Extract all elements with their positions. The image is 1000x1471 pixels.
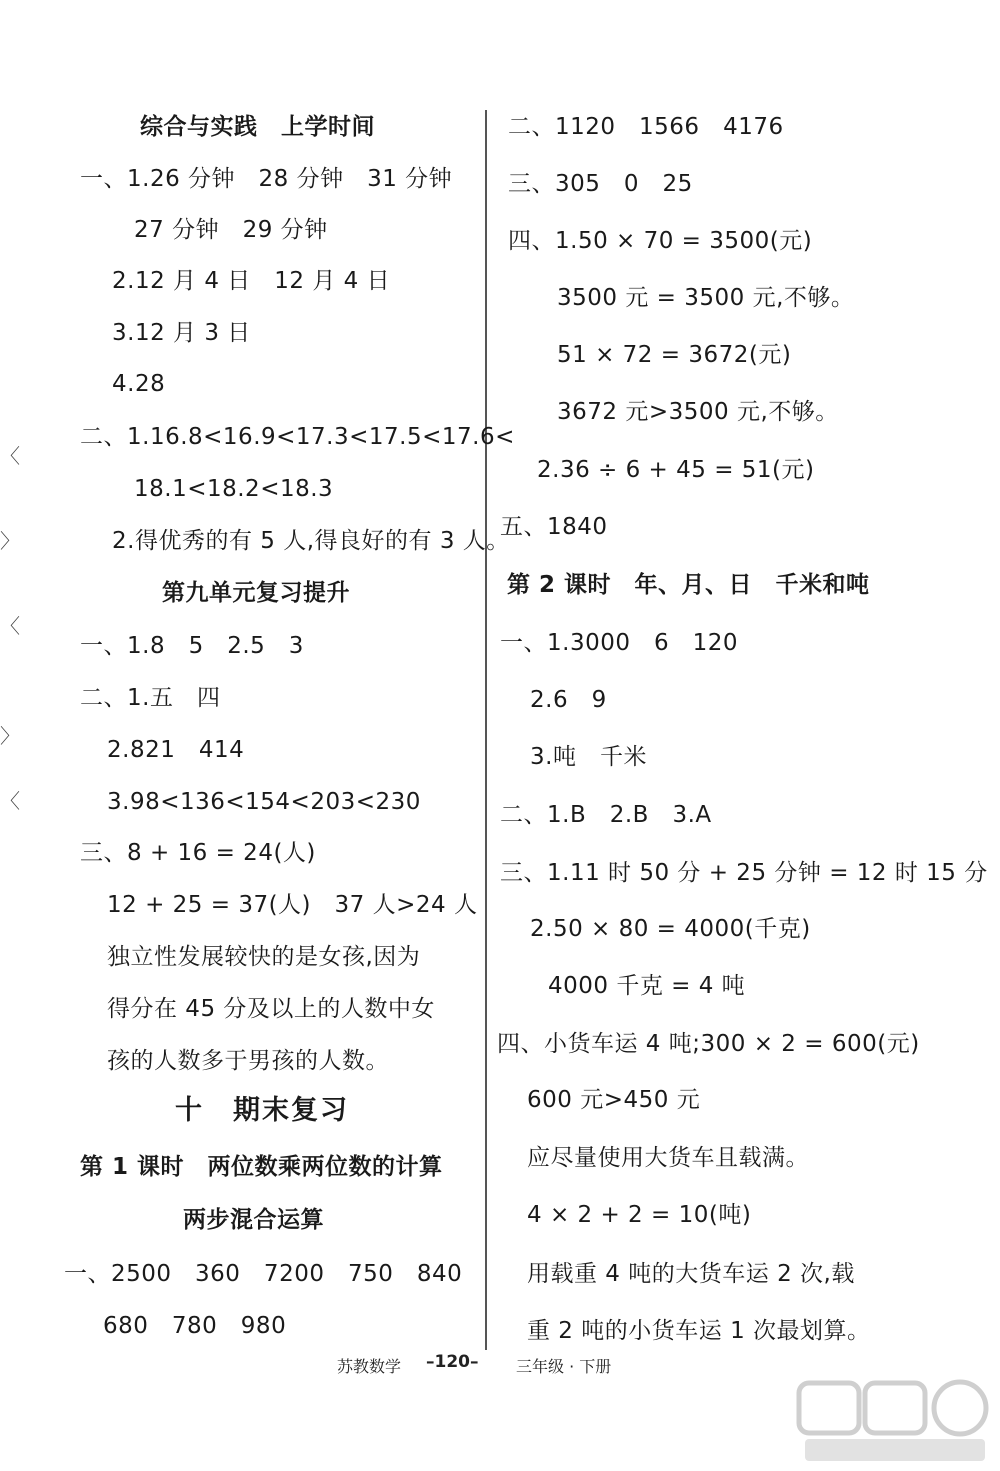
answer-line: 四、1.50 × 70 = 3500(元) (508, 228, 813, 254)
answer-line: 4.28 (112, 371, 166, 397)
edge-mark: 〈 (0, 789, 20, 813)
answer-line: 孩的人数多于男孩的人数。 (107, 1048, 389, 1074)
edge-mark: 〈 (0, 614, 20, 638)
section-heading: 综合与实践 上学时间 (140, 114, 375, 140)
answer-line: 3672 元>3500 元,不够。 (557, 399, 839, 425)
answer-line: 2.6 9 (530, 687, 607, 713)
answer-line: 用载重 4 吨的大货车运 2 次,载 (527, 1261, 855, 1287)
edge-mark: 〉 (0, 529, 20, 553)
answer-line: 2.得优秀的有 5 人,得良好的有 3 人。 (112, 528, 510, 554)
answer-line: 应尽量使用大货车且载满。 (527, 1145, 809, 1171)
answer-line: 2.12 月 4 日 12 月 4 日 (112, 268, 391, 294)
edge-mark: 〈 (0, 444, 20, 468)
section-heading: 第 2 课时 年、月、日 千米和吨 (507, 572, 870, 598)
answer-line: 得分在 45 分及以上的人数中女 (107, 996, 435, 1022)
answer-line: 2.36 ÷ 6 + 45 = 51(元) (537, 457, 815, 483)
answer-line: 五、1840 (500, 514, 608, 540)
answer-line: 2.821 414 (107, 737, 245, 763)
answer-line: 600 元>450 元 (527, 1087, 701, 1113)
answer-line: 12 + 25 = 37(人) 37 人>24 人 (107, 892, 478, 918)
answer-line: 4000 千克 = 4 吨 (548, 973, 746, 999)
answer-line: 重 2 吨的小货车运 1 次最划算。 (527, 1318, 871, 1344)
answer-line: 三、8 + 16 = 24(人) (80, 840, 316, 866)
answer-line: 二、1.五 四 (80, 685, 221, 711)
footer-grade: 三年级 · 下册 (516, 1357, 612, 1376)
answer-line: 3.98<136<154<203<230 (107, 789, 421, 815)
answer-line: 二、1120 1566 4176 (508, 114, 784, 140)
answer-line: 二、1.16.8<16.9<17.3<17.5<17.6< (80, 424, 515, 450)
answer-line: 18.1<18.2<18.3 (134, 476, 334, 502)
answer-line: 二、1.B 2.B 3.A (500, 802, 712, 828)
answer-line: 三、1.11 时 50 分 + 25 分钟 = 12 时 15 分 (500, 860, 988, 886)
answer-line: 3.吨 千米 (530, 744, 647, 770)
edge-mark: 〉 (0, 724, 20, 748)
section-heading: 两步混合运算 (183, 1207, 324, 1233)
answer-line: 一、1.8 5 2.5 3 (80, 633, 304, 659)
answer-line: 2.50 × 80 = 4000(千克) (530, 916, 811, 942)
section-heading: 第 1 课时 两位数乘两位数的计算 (80, 1154, 443, 1180)
answer-line: 27 分钟 29 分钟 (134, 217, 328, 243)
page-number: –120– (426, 1352, 479, 1372)
answer-line: 三、305 0 25 (508, 171, 693, 197)
footer-subject: 苏教数学 (337, 1357, 402, 1376)
column-divider (485, 110, 487, 1350)
answer-line: 3500 元 = 3500 元,不够。 (557, 285, 855, 311)
answer-line: 3.12 月 3 日 (112, 320, 251, 346)
watermark-graphic (795, 1375, 995, 1467)
watermark-logo (795, 1375, 995, 1467)
answer-line: 独立性发展较快的是女孩,因为 (107, 944, 421, 970)
answer-line: 一、1.26 分钟 28 分钟 31 分钟 (80, 166, 453, 192)
answer-line: 四、小货车运 4 吨;300 × 2 = 600(元) (497, 1031, 920, 1057)
answer-line: 一、1.3000 6 120 (500, 630, 739, 656)
answer-line: 4 × 2 + 2 = 10(吨) (527, 1202, 752, 1228)
section-heading: 十 期末复习 (175, 1095, 349, 1126)
answer-line: 680 780 980 (103, 1313, 287, 1339)
section-heading: 第九单元复习提升 (162, 580, 350, 606)
answer-line: 一、2500 360 7200 750 840 (64, 1261, 463, 1287)
answer-line: 51 × 72 = 3672(元) (557, 342, 792, 368)
